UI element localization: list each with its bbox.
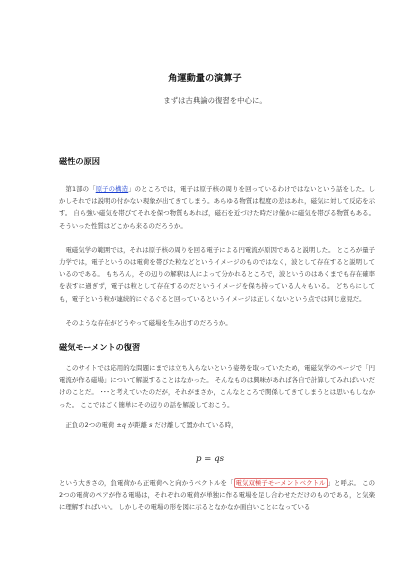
paragraph — [59, 183, 375, 232]
distance-symbol: s — [149, 420, 153, 429]
page-title: 角運動量の演算子 — [168, 73, 242, 84]
text-run: 第1部の「 — [65, 185, 96, 193]
text-run: 正負の2つの電荷 — [65, 420, 115, 429]
paragraph: そのような存在がどうやって磁場を生み出すのだろうか。 — [65, 318, 232, 327]
section-heading-magnetic-moment-review: 磁気モーメントの復習 — [59, 342, 141, 352]
section-dipole-body — [59, 477, 375, 514]
page-subtitle: まずは古典論の復習を中心に。 — [163, 96, 267, 105]
text-run: が距離 — [127, 420, 148, 429]
dipole-moment-formula: p = qs — [195, 454, 225, 464]
text-run: という大きさの，負電荷から正電荷へと向かうベクトルを — [59, 479, 228, 487]
atom-structure-link[interactable]: 原子の構造 — [95, 185, 129, 193]
section-magnetic-moment-body — [59, 362, 375, 431]
paragraph — [59, 419, 375, 431]
text-run: だけ離して置かれている時， — [154, 420, 238, 429]
paragraph: 電磁気学の範囲では，それは原子核の周りを回る電子による円電流が原因であると説明した。 ところが量子力学では，電子というのは電荷を帯びた粒などというイメージのものではなく，波として存在すると説明しているのである。 もちろん，その辺りの解釈は人によって分かれるところで，波というのはあくまでも存在確率を表すに過ぎず，電子は粒として存在するのだというイメージを保ち持っている人々もいる。 どちらにしても，電子という粒が連続的にぐるぐると回っているというイメージは正しくないという点では同じ意見だ。 — [59, 245, 375, 303]
section-magnetism-cause-body — [59, 183, 375, 329]
text-run: と呼ぶ。 この2つの電荷のペアが作る電場は，それぞれの電荷が単独に作る電場を足し合わせただけのものである，と気楽に理解すればいい。 しかしその電場の形を図に示るとなかなか面白いことになっている — [59, 479, 376, 512]
charge-symbol: ±q — [116, 420, 126, 429]
paragraph: このサイトでは応用的な問題にまでは立ち入らないという姿勢を取っていたため，電磁気学のページで「円電流が作る磁場」について解説することはなかった。 そんなものは興味があれば各自で計算してみればいいだけのことだ。 ･･･と考えていたのだが，それがまさか，こんなところで関係してきてしまうとは思いもしなかった。 ここではごく簡単にその辺りの話を解説しておこう。 — [59, 364, 375, 409]
paragraph: という大きさの，負電荷から正電荷へと向かうベクトルを「 電気双極子モーメントベクトル 」と呼ぶ。 この2つの電荷のペアが作る電場は，それぞれの電荷が単独に作る電場を足し合わせただけのものである，と気楽に理解すればいい。 しかしその電場の形を図に示るとなかなか面白いことになっている — [59, 479, 376, 512]
section-heading-magnetism-cause: 磁性の原因 — [59, 156, 100, 166]
text-run: 」のところでは，電子は原子核の周りを回っているわけではないという話をした。しかしそれでは説明の付かない現象が出てきてしまう。あらゆる物質は程度の差はあれ，磁気に対して反応を示す。 自ら強い磁気を帯びてそれを保つ物質もあれば，磁石を近づけた時だけ僅かに磁気を帯びる物質もある。 そういった性質はどこから来るのだろうか。 — [59, 185, 376, 230]
dipole-moment-term: 電気双極子モーメントベクトル — [235, 479, 326, 487]
